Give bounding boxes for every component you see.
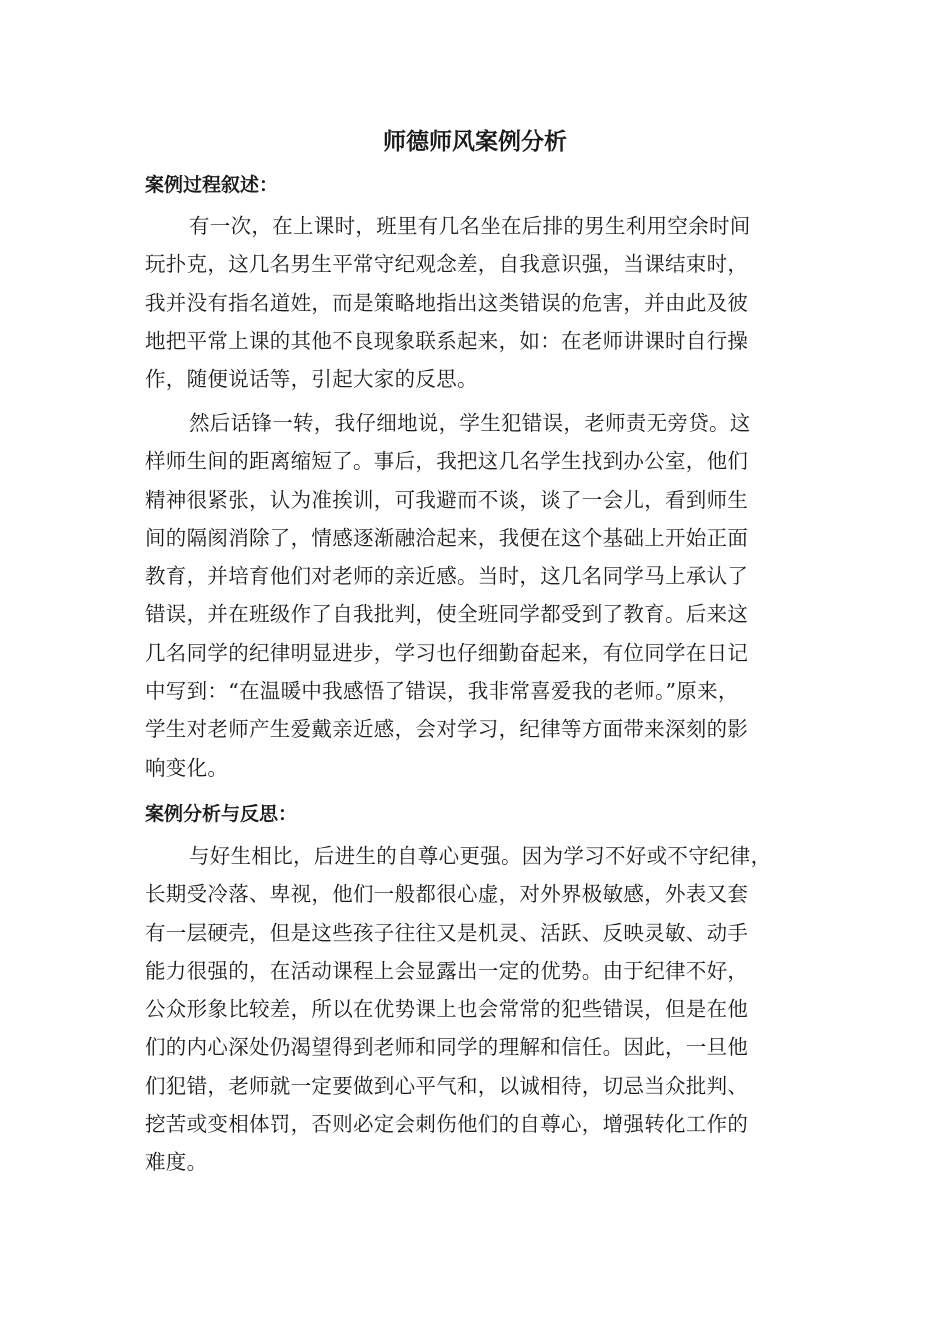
text-line: 错误，并在班级作了自我批判，使全班同学都受到了教育。后来这 [145, 602, 749, 627]
section-heading-analysis: 案例分析与反思： [145, 803, 298, 825]
text-line: 公众形象比较差，所以在优势课上也会常常的犯些错误，但是在他 [145, 997, 749, 1022]
text-line: 长期受冷落、卑视，他们一般都很心虚，对外界极敏感，外表又套 [145, 882, 749, 907]
text-line: 然后话锋一转，我仔细地说，学生犯错误，老师责无旁贷。这 [189, 411, 751, 435]
document-title: 师德师风案例分析 [383, 129, 567, 155]
text-line: 响变化。 [145, 755, 229, 780]
text-line: 与好生相比，后进生的自尊心更强。因为学习不好或不守纪律， [189, 844, 772, 868]
text-line: 地把平常上课的其他不良现象联系起来，如：在老师讲课时自行操 [145, 328, 749, 353]
paragraph-analysis-1 [145, 837, 805, 1182]
text-line: 教育，并培育他们对老师的亲近感。当时，这几名同学马上承认了 [145, 564, 749, 589]
text-line: 样师生间的距离缩短了。事后，我把这几名学生找到办公室，他们 [145, 449, 749, 474]
paragraph-process-1 [145, 207, 805, 398]
text-line: 间的隔阂消除了，情感逐渐融洽起来，我便在这个基础上开始正面 [145, 525, 749, 550]
section-heading-process: 案例过程叙述： [145, 174, 279, 196]
text-line: 中写到：“在温暖中我感悟了错误，我非常喜爱我的老师。”原来， [145, 679, 739, 704]
text-line: 作，随便说话等，引起大家的反思。 [145, 367, 478, 392]
text-line: 有一层硬壳，但是这些孩子往往又是机灵、活跃、反映灵敏、动手 [145, 920, 749, 945]
text-line: 挖苦或变相体罚，否则必定会刺伤他们的自尊心，增强转化工作的 [145, 1112, 749, 1137]
text-line: 精神很紧张，认为准挨训，可我避而不谈，谈了一会儿，看到师生 [145, 487, 749, 512]
text-line: 们的内心深处仍渴望得到老师和同学的理解和信任。因此，一旦他 [145, 1035, 749, 1060]
text-line: 玩扑克，这几名男生平常守纪观念差，自我意识强，当课结束时， [145, 252, 749, 277]
text-line: 们犯错，老师就一定要做到心平气和，以诚相待，切忌当众批判、 [145, 1073, 749, 1098]
text-line: 我并没有指名道姓，而是策略地指出这类错误的危害，并由此及彼 [145, 290, 749, 315]
text-line: 能力很强的，在活动课程上会显露出一定的优势。由于纪律不好， [145, 958, 749, 983]
paragraph-process-2 [145, 404, 805, 787]
text-line: 学生对老师产生爱戴亲近感，会对学习，纪律等方面带来深刻的影 [145, 717, 749, 742]
text-line: 难度。 [145, 1150, 208, 1175]
text-line: 几名同学的纪律明显进步，学习也仔细勤奋起来，有位同学在日记 [145, 640, 749, 665]
text-line: 有一次，在上课时，班里有几名坐在后排的男生利用空余时间 [189, 214, 751, 238]
